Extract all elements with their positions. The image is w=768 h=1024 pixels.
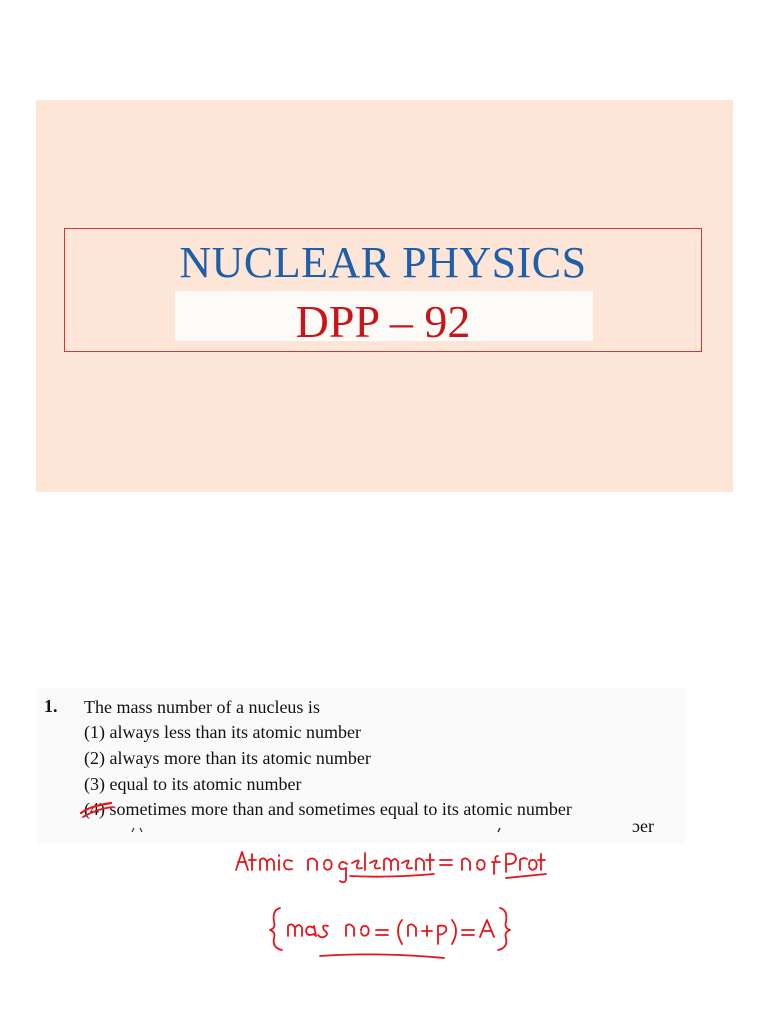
question-number: 1.: [44, 696, 58, 716]
title-box: [64, 228, 702, 352]
question-stem: The mass number of a nucleus is: [84, 697, 320, 717]
handwritten-notes: [230, 840, 550, 970]
title-slide: [36, 100, 733, 492]
option-4: (4) sometimes more than and sometimes equal to its atomic number: [84, 799, 572, 819]
answer-strike-mark: [77, 799, 117, 821]
page-subtitle: DPP – 92: [295, 296, 471, 347]
option-2: (2) always more than its atomic number: [84, 748, 371, 768]
cut-off-text: ɔer: [632, 816, 654, 836]
option-1: (1) always less than its atomic number: [84, 722, 361, 742]
question-panel: [36, 688, 686, 843]
cut-off-line-marks: [126, 826, 526, 834]
page-title: NUCLEAR PHYSICS: [179, 238, 587, 287]
option-3: (3) equal to its atomic number: [84, 774, 302, 794]
